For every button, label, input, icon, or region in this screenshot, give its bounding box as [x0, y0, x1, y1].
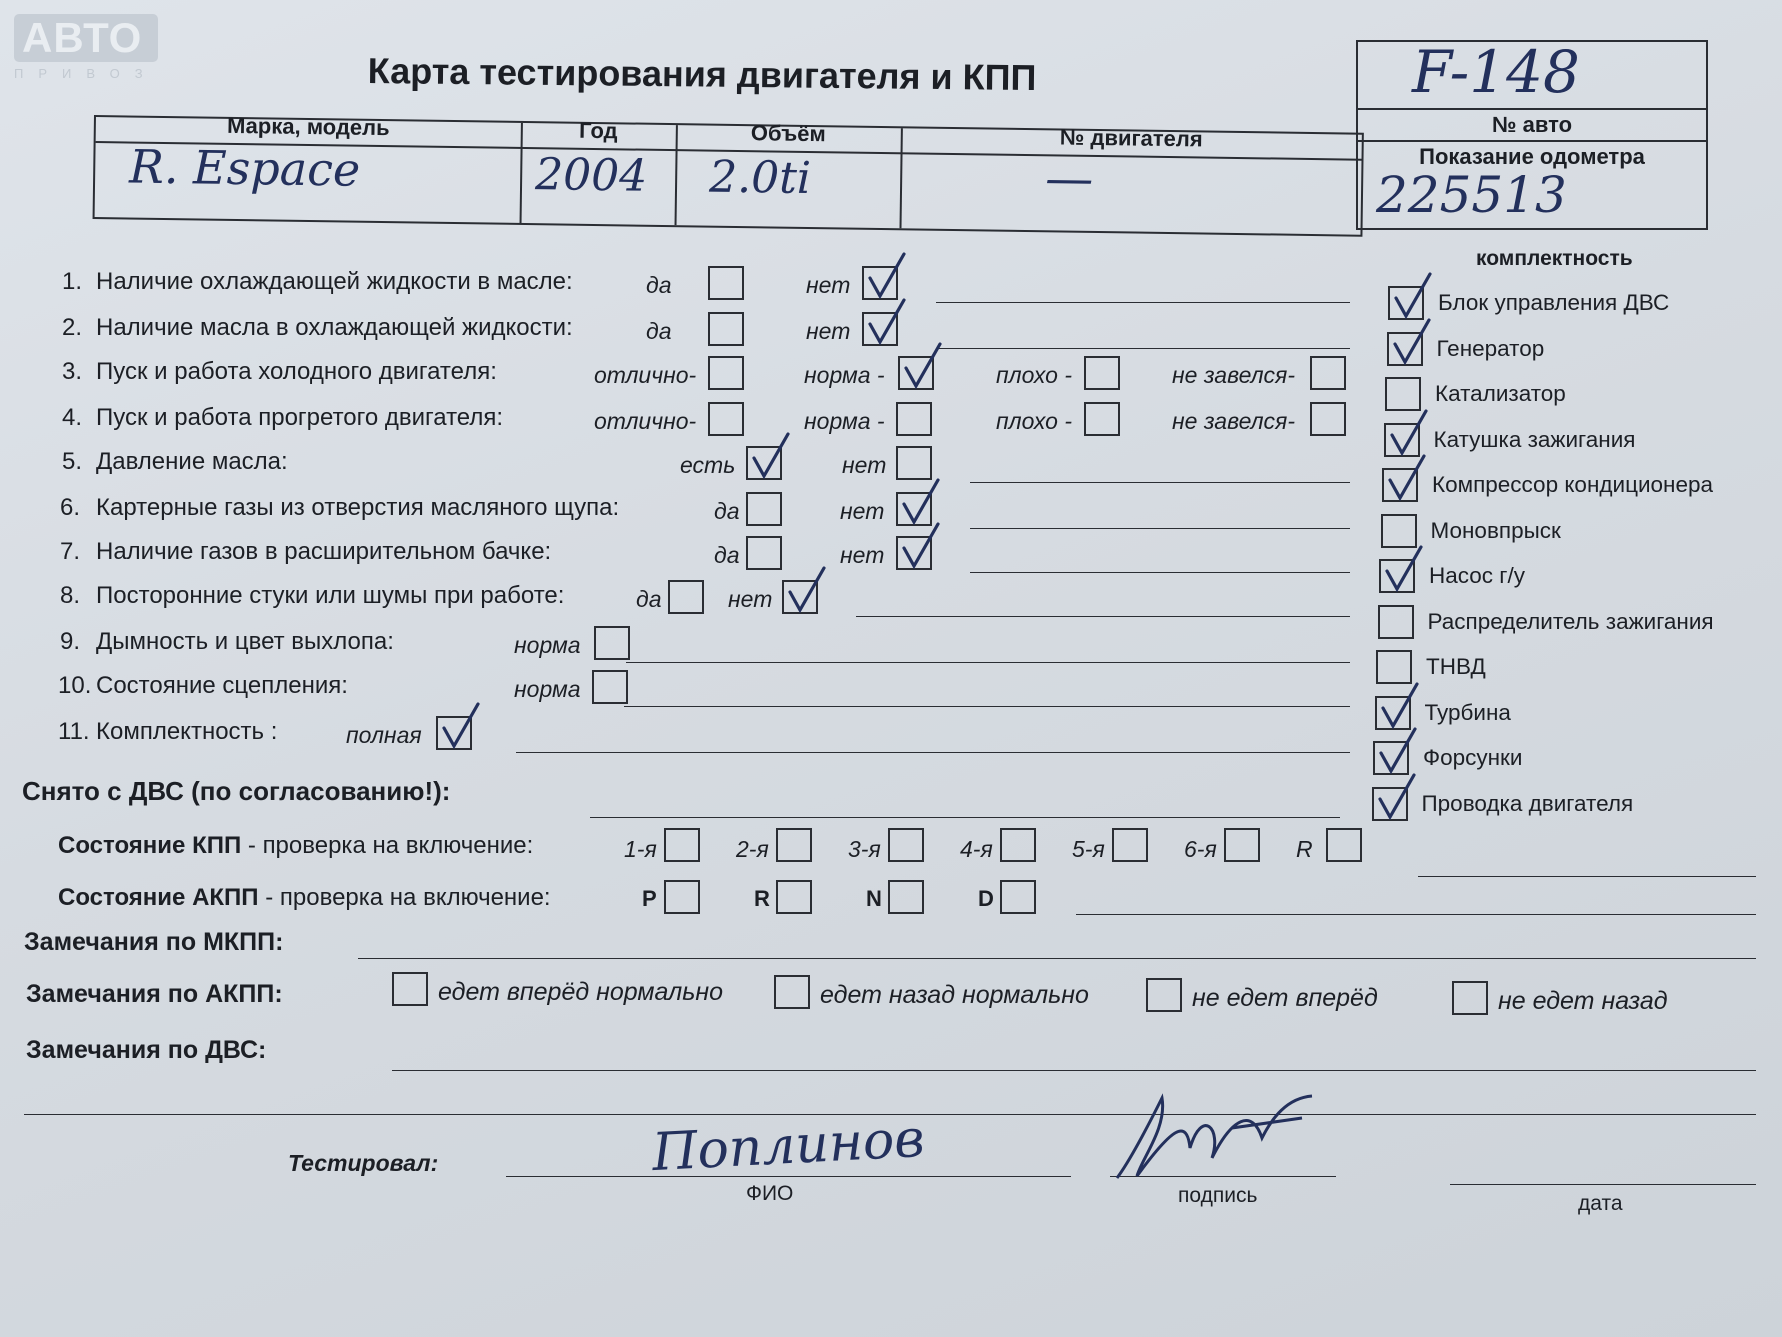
check-notes-line[interactable]: [516, 752, 1350, 753]
check-option-box[interactable]: [862, 266, 898, 300]
akpp-line[interactable]: [1076, 914, 1756, 915]
completeness-checkbox[interactable]: [1385, 377, 1421, 411]
avtoprivoz-watermark: [14, 14, 158, 81]
engine-number-value: —: [1044, 150, 1094, 207]
completeness-item-label: Генератор: [1436, 335, 1545, 361]
completeness-item-label: Блок управления ДВС: [1438, 290, 1670, 315]
akpp-remark-label: едет вперёд нормально: [438, 978, 724, 1006]
kpp-gear-label: R: [1296, 836, 1313, 862]
check-option-box[interactable]: [746, 536, 782, 570]
check-notes-line[interactable]: [970, 572, 1350, 573]
completeness-item-label: Моновпрыск: [1430, 517, 1561, 543]
check-option-box[interactable]: [1084, 402, 1120, 436]
akpp-mode-box[interactable]: [664, 880, 700, 914]
check-notes-line[interactable]: [970, 528, 1350, 529]
akpp-mode-label: P: [642, 886, 657, 911]
volume-value: 2.0ti: [708, 151, 812, 205]
completeness-title: комплектность: [1476, 247, 1633, 270]
check-item-number: 1.: [62, 268, 83, 295]
completeness-checkbox[interactable]: [1378, 605, 1414, 639]
car-number-value: F-148: [1412, 38, 1580, 106]
check-option-label: нет: [840, 542, 885, 568]
fio-caption: ФИО: [746, 1182, 794, 1205]
completeness-item-label: Форсунки: [1423, 745, 1523, 770]
car-number-box: [1356, 40, 1708, 230]
check-option-label: отлично-: [594, 408, 697, 434]
completeness-item-label: ТНВД: [1426, 654, 1486, 679]
watermark-logo-sub: ПРИВОЗ: [14, 66, 158, 81]
akpp-mode-label: R: [754, 886, 770, 911]
completeness-item-label: Насос г/у: [1429, 563, 1525, 588]
completeness-item-label: Компрессор кондиционера: [1432, 472, 1713, 497]
check-item-label: Наличие газов в расширительном бачке:: [96, 538, 552, 565]
check-option-label: отлично-: [594, 362, 697, 388]
check-item-number: 5.: [62, 448, 83, 475]
akpp-mode-label: N: [866, 886, 882, 911]
check-item-label: Состояние сцепления:: [96, 672, 348, 699]
check-option-box[interactable]: [896, 536, 932, 570]
check-item-number: 8.: [60, 582, 81, 609]
akpp-label: [58, 884, 551, 912]
completeness-checkbox[interactable]: [1375, 696, 1411, 730]
akpp-mode-box[interactable]: [776, 880, 812, 914]
completeness-checkbox[interactable]: [1382, 468, 1418, 502]
check-option-label: да: [714, 542, 740, 568]
check-option-label: да: [714, 498, 740, 524]
kpp-gear-label: 3-я: [848, 836, 881, 862]
removed-label-bold: Снято с ДВС: [22, 776, 184, 806]
volume-label: Объём: [750, 120, 826, 147]
akpp-remark-checkbox[interactable]: [392, 972, 428, 1006]
check-item-number: 4.: [62, 404, 83, 431]
check-option-box[interactable]: [1310, 356, 1346, 390]
akpp-mode-label: D: [978, 886, 994, 911]
akpp-remark-checkbox[interactable]: [1452, 981, 1488, 1015]
check-option-box[interactable]: [708, 402, 744, 436]
completeness-item-label: Распределитель зажигания: [1427, 608, 1714, 634]
kpp-label-rest: - проверка на включение:: [241, 832, 534, 859]
check-option-box[interactable]: [708, 266, 744, 300]
check-notes-line[interactable]: [626, 662, 1350, 663]
check-notes-line[interactable]: [970, 482, 1350, 483]
check-item-label: Пуск и работа холодного двигателя:: [96, 358, 497, 385]
check-option-label: да: [646, 318, 672, 344]
check-option-label: не завелся-: [1172, 362, 1296, 388]
watermark-logo-main: АВТО: [14, 14, 158, 62]
completeness-item-label: Катушка зажигания: [1433, 426, 1636, 452]
completeness-checkbox[interactable]: [1387, 332, 1423, 366]
tester-name-handwritten: Поплинов: [650, 1108, 926, 1184]
kpp-gear-label: 2-я: [736, 836, 769, 862]
completeness-item-label: Проводка двигателя: [1421, 790, 1634, 816]
completeness-checkbox[interactable]: [1373, 741, 1409, 775]
check-option-label: не завелся-: [1172, 408, 1296, 434]
check-option-box[interactable]: [436, 716, 472, 750]
akpp-remark-label: едет назад нормально: [820, 981, 1089, 1009]
check-option-box[interactable]: [592, 670, 628, 704]
brand-label: Марка, модель: [226, 112, 390, 141]
completeness-checkbox[interactable]: [1372, 787, 1408, 821]
vehicle-header-table: [93, 112, 1364, 237]
check-option-label: норма: [514, 632, 581, 658]
check-item-label: Посторонние стуки или шумы при работе:: [96, 582, 565, 609]
check-option-box[interactable]: [862, 312, 898, 346]
year-label: Год: [578, 117, 618, 144]
year-value: 2004: [534, 149, 648, 202]
dvs-remarks-line[interactable]: [392, 1070, 1756, 1071]
fio-line[interactable]: [506, 1176, 1071, 1177]
check-item-label: Пуск и работа прогретого двигателя:: [96, 404, 504, 431]
check-option-box[interactable]: [1310, 402, 1346, 436]
check-item-number: 6.: [60, 494, 81, 521]
check-option-label: плохо -: [996, 362, 1072, 388]
completeness-checkbox[interactable]: [1384, 423, 1420, 457]
akpp-label-rest: - проверка на включение:: [258, 884, 551, 911]
check-item-label: Наличие масла в охлаждающей жидкости:: [96, 314, 573, 341]
check-option-label: нет: [806, 272, 851, 298]
kpp-gear-box[interactable]: [776, 828, 812, 862]
kpp-gear-label: 6-я: [1184, 836, 1217, 862]
akpp-label-bold: Состояние АКПП: [58, 884, 259, 911]
check-option-label: плохо -: [996, 408, 1072, 434]
completeness-checkbox[interactable]: [1388, 286, 1424, 320]
check-option-label: норма -: [804, 362, 885, 388]
completeness-item-label: Турбина: [1424, 699, 1511, 725]
signature-caption: подпись: [1178, 1184, 1258, 1207]
check-option-label: нет: [806, 318, 851, 344]
completeness-checkbox[interactable]: [1379, 559, 1415, 593]
tested-by-label: Тестировал:: [288, 1150, 439, 1176]
check-option-box[interactable]: [708, 356, 744, 390]
odometer-label: Показание одометра: [1419, 144, 1645, 169]
kpp-gear-box[interactable]: [664, 828, 700, 862]
check-option-box[interactable]: [746, 446, 782, 480]
akpp-mode-box[interactable]: [1000, 880, 1036, 914]
check-item-number: 9.: [60, 628, 81, 655]
kpp-label-bold: Состояние КПП: [58, 832, 242, 859]
check-notes-line[interactable]: [936, 348, 1350, 349]
engine-number-label: № двигателя: [1059, 124, 1203, 152]
completeness-item-label: Катализатор: [1435, 381, 1566, 406]
akpp-remark-label: не едет вперёд: [1192, 984, 1378, 1012]
check-item-label: Давление масла:: [96, 448, 288, 475]
check-option-box[interactable]: [896, 492, 932, 526]
check-item-number: 10.: [58, 672, 92, 699]
akpp-remark-label: не едет назад: [1498, 987, 1668, 1015]
akpp-remarks-label: Замечания по АКПП:: [26, 980, 283, 1008]
check-option-label: полная: [346, 722, 422, 748]
signature-scribble: [1112, 1088, 1332, 1188]
check-option-box[interactable]: [708, 312, 744, 346]
check-option-label: норма -: [804, 408, 885, 434]
removed-line[interactable]: [590, 817, 1340, 818]
kpp-gear-box[interactable]: [1326, 828, 1362, 862]
check-notes-line[interactable]: [624, 706, 1350, 707]
odometer-value: 225513: [1376, 166, 1567, 224]
kpp-gear-label: 5-я: [1072, 836, 1105, 862]
completeness-checkbox[interactable]: [1381, 514, 1417, 548]
dvs-remarks-label: Замечания по ДВС:: [26, 1036, 267, 1064]
check-option-label: нет: [842, 452, 887, 478]
check-notes-line[interactable]: [936, 302, 1350, 303]
check-notes-line[interactable]: [856, 616, 1350, 617]
check-item-number: 7.: [60, 538, 81, 565]
removed-label-rest: (по согласованию!):: [183, 776, 451, 806]
check-item-label: Комплектность :: [96, 718, 278, 745]
kpp-gear-label: 1-я: [624, 836, 657, 862]
mkpp-remarks-label: Замечания по МКПП:: [24, 928, 284, 956]
kpp-gear-box[interactable]: [1000, 828, 1036, 862]
check-option-box[interactable]: [746, 492, 782, 526]
kpp-gear-box[interactable]: [888, 828, 924, 862]
removed-row: [22, 776, 450, 807]
page-title: Карта тестирования двигателя и КПП: [367, 50, 1037, 98]
car-number-label: № авто: [1491, 112, 1573, 137]
kpp-gear-label: 4-я: [960, 836, 993, 862]
kpp-label: [58, 832, 533, 860]
check-item-number: 3.: [62, 358, 83, 385]
check-item-label: Картерные газы из отверстия масляного щупа:: [96, 494, 620, 521]
check-option-box[interactable]: [896, 402, 932, 436]
check-option-label: нет: [840, 498, 885, 524]
mkpp-remarks-line[interactable]: [358, 958, 1756, 959]
check-option-box[interactable]: [1084, 356, 1120, 390]
date-line[interactable]: [1450, 1184, 1756, 1185]
check-option-box[interactable]: [782, 580, 818, 614]
check-item-label: Наличие охлаждающей жидкости в масле:: [96, 268, 573, 295]
check-option-box[interactable]: [896, 446, 932, 480]
check-item-number: 2.: [62, 314, 83, 341]
check-item-label: Дымность и цвет выхлопа:: [96, 628, 394, 655]
date-caption: дата: [1578, 1192, 1623, 1215]
kpp-gear-box[interactable]: [1224, 828, 1260, 862]
check-option-label: есть: [680, 452, 736, 478]
akpp-mode-box[interactable]: [888, 880, 924, 914]
completeness-checkbox[interactable]: [1376, 650, 1412, 684]
check-option-label: да: [636, 586, 662, 612]
check-option-box[interactable]: [668, 580, 704, 614]
check-option-box[interactable]: [898, 356, 934, 390]
check-option-box[interactable]: [594, 626, 630, 660]
check-option-label: да: [646, 272, 672, 298]
kpp-gear-box[interactable]: [1112, 828, 1148, 862]
check-item-number: 11.: [58, 718, 90, 745]
akpp-remark-checkbox[interactable]: [774, 975, 810, 1009]
akpp-remark-checkbox[interactable]: [1146, 978, 1182, 1012]
check-option-label: нет: [728, 586, 773, 612]
kpp-line[interactable]: [1418, 876, 1756, 877]
brand-value: R. Espace: [128, 139, 361, 197]
check-option-label: норма: [514, 676, 581, 702]
